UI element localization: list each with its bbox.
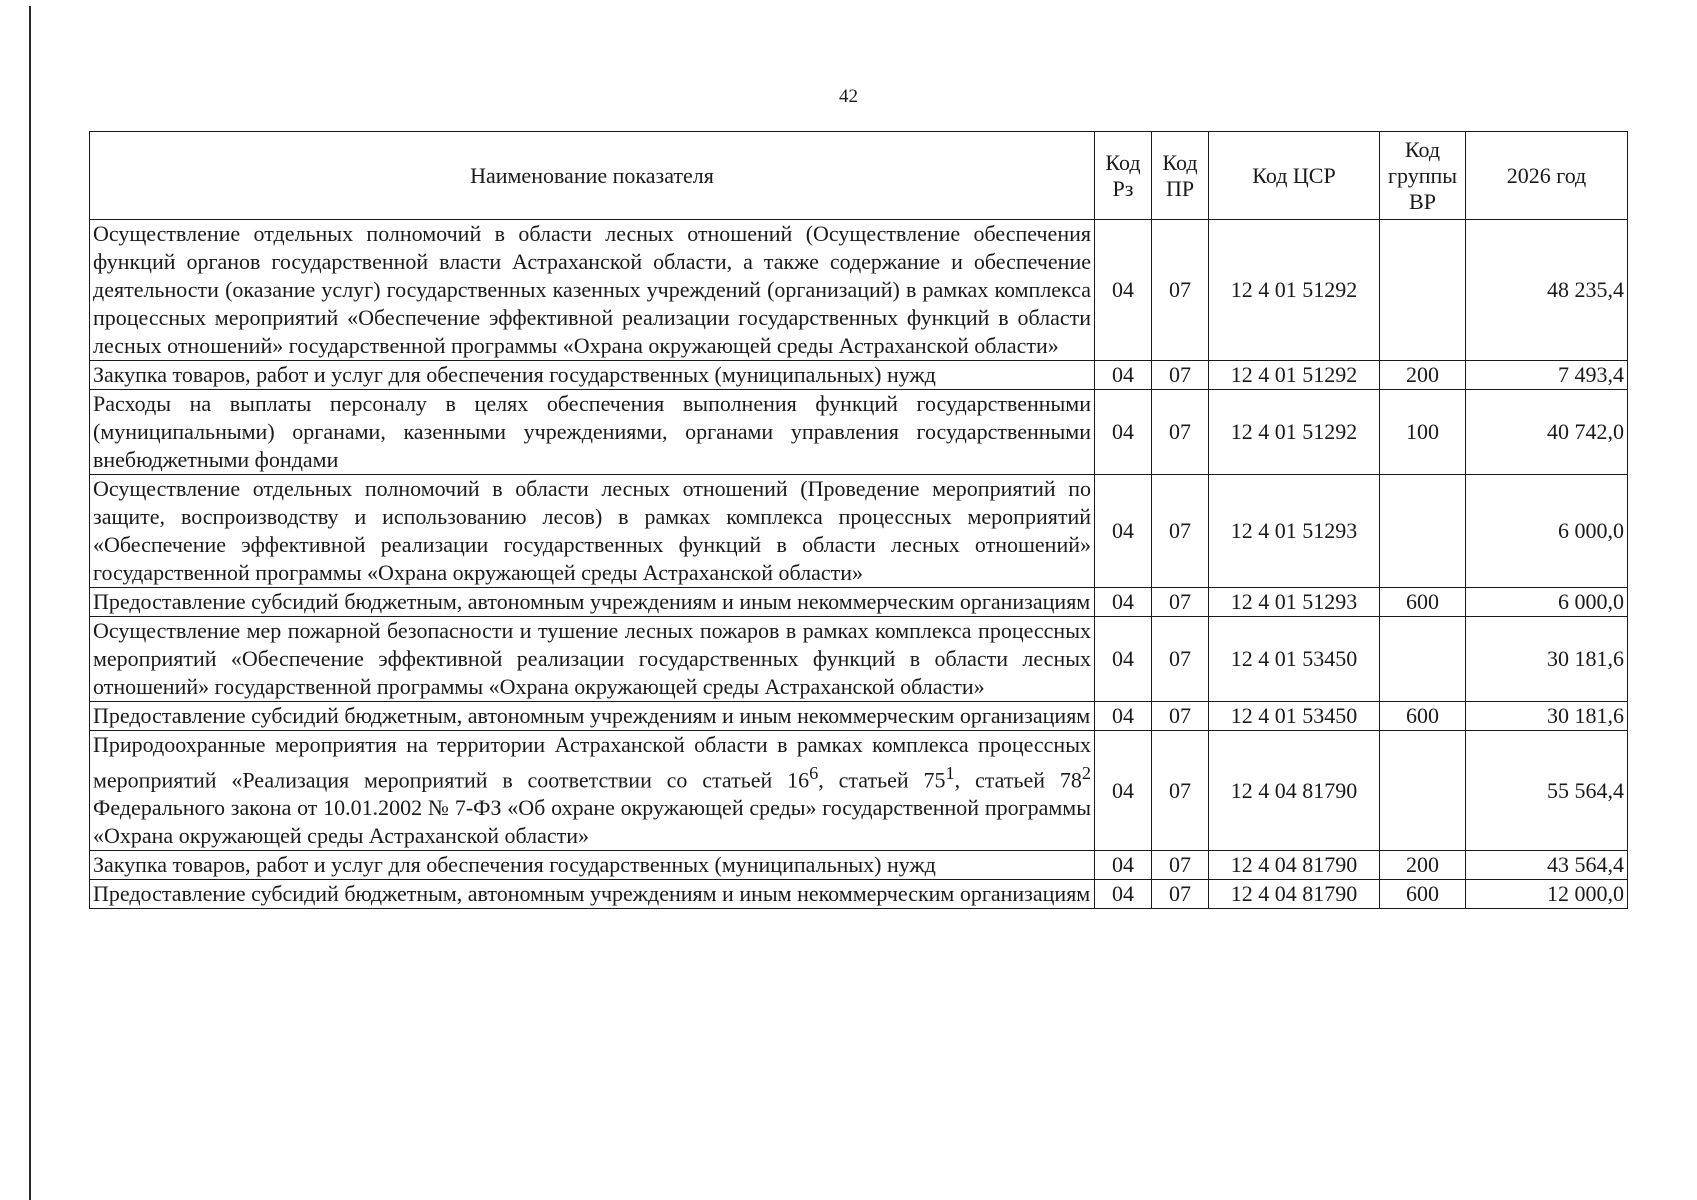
row-rz: 04: [1095, 617, 1152, 702]
row-pr: 07: [1152, 475, 1209, 588]
row-rz: 04: [1095, 731, 1152, 851]
page-number: 42: [839, 86, 858, 107]
row-name: Осуществление мер пожарной безопасности и тушение лесных пожаров в рамках комплекса процессных мероприятий «Обеспечение эффективной реализации государственных функций в области лесных отношений» государственной программы «Охрана окружающей среды Астраханской области»: [90, 617, 1095, 702]
row-name: Предоставление субсидий бюджетным, автономным учреждениям и иным некоммерческим организациям: [90, 702, 1095, 731]
row-pr: 07: [1152, 588, 1209, 617]
row-vr: [1380, 731, 1466, 851]
row-rz: 04: [1095, 361, 1152, 390]
header-vr: Код группы ВР: [1380, 132, 1466, 220]
table-row: [90, 702, 1628, 731]
header-csr: Код ЦСР: [1209, 132, 1380, 220]
row-value: 6 000,0: [1466, 588, 1628, 617]
table-header-row: [90, 132, 1628, 220]
row-name: Предоставление субсидий бюджетным, автономным учреждениям и иным некоммерческим организациям: [90, 880, 1095, 909]
row-rz: 04: [1095, 588, 1152, 617]
row-rz: 04: [1095, 220, 1152, 361]
table-row: [90, 851, 1628, 880]
row-csr: 12 4 01 51292: [1209, 220, 1380, 361]
header-name: Наименование показателя: [90, 132, 1095, 220]
row-csr: 12 4 04 81790: [1209, 851, 1380, 880]
header-pr: Код ПР: [1152, 132, 1209, 220]
row-vr: 600: [1380, 702, 1466, 731]
row-value: 7 493,4: [1466, 361, 1628, 390]
table-row: [90, 588, 1628, 617]
row-pr: 07: [1152, 617, 1209, 702]
row-vr: 200: [1380, 851, 1466, 880]
table-row: [90, 220, 1628, 361]
row-pr: 07: [1152, 390, 1209, 475]
row-csr: 12 4 04 81790: [1209, 731, 1380, 851]
row-rz: 04: [1095, 475, 1152, 588]
row-pr: 07: [1152, 361, 1209, 390]
row-csr: 12 4 01 53450: [1209, 617, 1380, 702]
row-value: 6 000,0: [1466, 475, 1628, 588]
table-row: [90, 731, 1628, 851]
row-pr: 07: [1152, 880, 1209, 909]
row-rz: 04: [1095, 880, 1152, 909]
row-pr: 07: [1152, 731, 1209, 851]
row-csr: 12 4 01 53450: [1209, 702, 1380, 731]
row-name-part: , статьей 75: [818, 767, 946, 793]
row-name-superscript: 6: [809, 763, 819, 783]
header-rz: Код Рз: [1095, 132, 1152, 220]
row-csr: 12 4 01 51292: [1209, 361, 1380, 390]
row-name: [90, 731, 1095, 851]
row-vr: 600: [1380, 880, 1466, 909]
row-csr: 12 4 01 51293: [1209, 588, 1380, 617]
table-row: [90, 390, 1628, 475]
row-name: Закупка товаров, работ и услуг для обеспечения государственных (муниципальных) нужд: [90, 851, 1095, 880]
row-name: Осуществление отдельных полномочий в области лесных отношений (Осуществление обеспечения функций органов государственной власти Астраханской области, а также содержание и обеспечение деятельности (оказание услуг) государственных казенных учреждений (организаций) в рамках комплекса процессных мероприятий «Обеспечение эффективной реализации государственных функций в области лесных отношений» государственной программы «Охрана окружающей среды Астраханской области»: [90, 220, 1095, 361]
row-csr: 12 4 01 51293: [1209, 475, 1380, 588]
row-name-part: Федерального закона от 10.01.2002 № 7-ФЗ «Об охране окружающей среды» государственной программы «Охрана окружающей среды Астраханской области»: [93, 795, 1091, 849]
row-name-part: , статьей 78: [954, 767, 1082, 793]
row-name-part: Природоохранные мероприятия на территории Астраханской области в рамках комплекса процессных мероприятий «Реализация мероприятий в соответствии со статьей 16: [93, 732, 1091, 793]
row-value: 43 564,4: [1466, 851, 1628, 880]
row-vr: [1380, 220, 1466, 361]
row-name: Расходы на выплаты персоналу в целях обеспечения выполнения функций государственными (муниципальными) органами, казенными учреждениями, органами управления государственными внебюджетными фондами: [90, 390, 1095, 475]
row-name: Осуществление отдельных полномочий в области лесных отношений (Проведение мероприятий по защите, воспроизводству и использованию лесов) в рамках комплекса процессных мероприятий «Обеспечение эффективной реализации государственных функций в области лесных отношений» государственной программы «Охрана окружающей среды Астраханской области»: [90, 475, 1095, 588]
row-rz: 04: [1095, 851, 1152, 880]
row-value: 12 000,0: [1466, 880, 1628, 909]
row-name: Предоставление субсидий бюджетным, автономным учреждениям и иным некоммерческим организациям: [90, 588, 1095, 617]
row-value: 30 181,6: [1466, 702, 1628, 731]
row-vr: 200: [1380, 361, 1466, 390]
row-rz: 04: [1095, 390, 1152, 475]
row-csr: 12 4 01 51292: [1209, 390, 1380, 475]
row-csr: 12 4 04 81790: [1209, 880, 1380, 909]
page-left-edge-line: [29, 6, 31, 1200]
row-pr: 07: [1152, 702, 1209, 731]
row-name-superscript: 2: [1081, 763, 1092, 783]
row-rz: 04: [1095, 702, 1152, 731]
row-vr: [1380, 617, 1466, 702]
row-value: 30 181,6: [1466, 617, 1628, 702]
table-row: [90, 475, 1628, 588]
row-vr: 600: [1380, 588, 1466, 617]
row-value: 55 564,4: [1466, 731, 1628, 851]
row-pr: 07: [1152, 851, 1209, 880]
row-value: 40 742,0: [1466, 390, 1628, 475]
header-year: 2026 год: [1466, 132, 1628, 220]
table-row: [90, 617, 1628, 702]
table-row: [90, 880, 1628, 909]
row-vr: 100: [1380, 390, 1466, 475]
row-name-superscript: 1: [945, 763, 955, 783]
row-pr: 07: [1152, 220, 1209, 361]
row-value: 48 235,4: [1466, 220, 1628, 361]
budget-table: [89, 131, 1628, 909]
row-vr: [1380, 475, 1466, 588]
row-name: Закупка товаров, работ и услуг для обеспечения государственных (муниципальных) нужд: [90, 361, 1095, 390]
table-row: [90, 361, 1628, 390]
